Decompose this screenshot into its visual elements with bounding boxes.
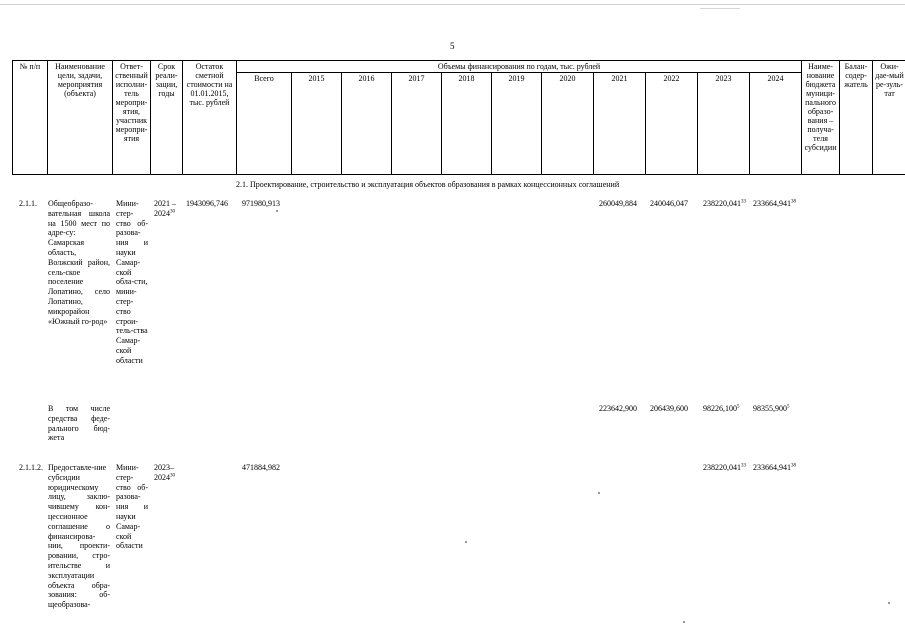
header-year: 2022	[646, 73, 698, 175]
row-2023	[703, 404, 740, 414]
header-num: № п/п	[13, 61, 48, 175]
row-period-value: 2023–2024	[154, 463, 174, 482]
row-2023-value: 238220,041	[703, 463, 741, 472]
header-year: 2018	[442, 73, 492, 175]
row-period	[154, 199, 184, 219]
header-result: Ожи-дае-мый ре-зуль-тат	[873, 61, 905, 175]
section-title: 2.1. Проектирование, строительство и эксплуатация объектов образования в рамках концессионных соглашений	[236, 180, 620, 189]
scan-top-line	[0, 4, 905, 5]
row-total: 471884,982	[242, 463, 280, 472]
row-executor: Мини-стер-ство об-разова-ния и науки Самар-ской обла-сти, мини-стер-ство строи-тель-ства Самар-ской области	[116, 199, 148, 365]
header-year: 2020	[542, 73, 594, 175]
row-2023	[703, 199, 746, 209]
row-total: 971980,913	[242, 199, 280, 208]
row-2023-value: 238220,041	[703, 199, 741, 208]
row-number: 2.1.1.	[19, 199, 37, 208]
footnote-mark: 33	[741, 463, 746, 469]
scan-speck	[888, 602, 890, 604]
header-period: Срок реали-зации, годы	[151, 61, 183, 175]
row-number: 2.1.1.2.	[19, 463, 43, 472]
row-2024-value: 98355,900	[753, 404, 787, 413]
financing-table-header	[12, 60, 905, 175]
header-year: 2021	[594, 73, 646, 175]
header-executor: Ответ-ственный исполни-тель меропри-ятия, участник меропри-ятия	[113, 61, 151, 175]
row-period	[154, 463, 184, 483]
header-year: 2016	[342, 73, 392, 175]
row-name: Общеобразо-вательная школа на 1500 мест по адре-су: Самарская область, Волжский район, сель-ское поселение Лопатино, село Лопатино, микрорайон «Южный го-род»	[48, 199, 110, 326]
row-2024	[753, 463, 796, 473]
row-balance: 1943096,746	[186, 199, 228, 208]
footnote-mark: 30	[170, 209, 175, 215]
footnote-mark: 30	[170, 473, 175, 479]
header-year: 2024	[750, 73, 802, 175]
header-year: 2023	[698, 73, 750, 175]
scan-speck	[598, 492, 600, 494]
header-year: 2017	[392, 73, 442, 175]
header-name: Наименование цели, задачи, мероприятия (объекта)	[48, 61, 113, 175]
row-name: Предоставле-ние субсидии юридическому лицу, заклю-чившему кон-цессионное соглашение о финансирова-нии, проекти-ровании, стро-ительстве и эксплуатации объекта обра-зования: об-щеобразова-	[48, 463, 110, 610]
page-number: 5	[450, 41, 455, 51]
row-2024-value: 233664,941	[753, 199, 791, 208]
footnote-mark: 33	[741, 199, 746, 205]
row-2024-value: 233664,941	[753, 463, 791, 472]
row-2022: 240046,047	[650, 199, 688, 208]
row-2024	[753, 404, 790, 414]
row-2024	[753, 199, 796, 209]
header-municipality: Наиме-нование бюджета муници-пального образо-вания – получа-теля субсидии	[802, 61, 840, 175]
footnote-mark: 38	[791, 199, 796, 205]
row-2021: 260049,884	[599, 199, 637, 208]
footnote-mark: 5	[787, 404, 790, 410]
header-holder: Балан-содер-жатель	[840, 61, 873, 175]
header-financing: Объемы финансирования по годам, тыс. рублей	[237, 61, 802, 73]
scan-speck	[276, 210, 278, 212]
header-total: Всего	[237, 73, 292, 175]
header-year: 2019	[492, 73, 542, 175]
header-balance: Остаток сметной стоимости на 01.01.2015, тыс. рублей	[183, 61, 237, 175]
scan-speck	[683, 621, 685, 623]
row-2022: 206439,600	[650, 404, 688, 413]
row-2023	[703, 463, 746, 473]
row-name: В том числе средства феде-рального бюд-жета	[48, 404, 110, 443]
header-year: 2015	[292, 73, 342, 175]
footnote-mark: 5	[737, 404, 740, 410]
scan-speck	[465, 541, 467, 543]
scan-mark	[700, 8, 740, 9]
row-period-value: 2021 – 2024	[154, 199, 176, 218]
row-2023-value: 98226,100	[703, 404, 737, 413]
row-executor: Мини-стер-ство об-разова-ния и науки Самар-ской области	[116, 463, 148, 551]
footnote-mark: 38	[791, 463, 796, 469]
row-2021: 223642,900	[599, 404, 637, 413]
